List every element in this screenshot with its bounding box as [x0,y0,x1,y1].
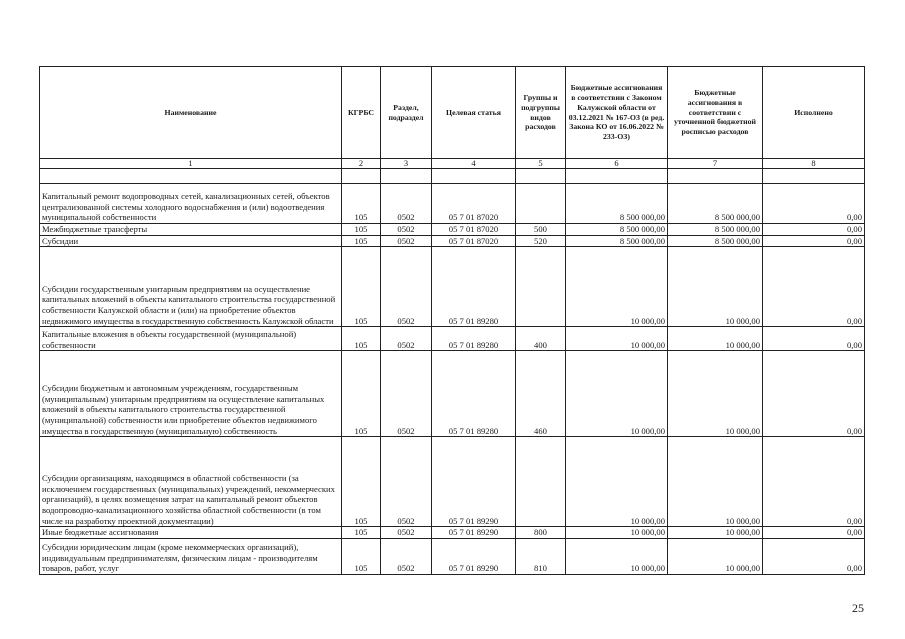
row-target: 05 7 01 87020 [432,184,516,224]
row-refined: 8 500 000,00 [668,235,763,247]
header-target: Целевая статья [432,67,516,159]
column-number-row [40,159,865,169]
header-name: Наименование [40,67,342,159]
header-groups: Группы и подгруппы видов расходов [516,67,566,159]
row-refined: 10 000,00 [668,247,763,327]
row-name: Субсидии организациям, находящимся в областной собственности (за исключением государственных (муниципальных) учреждений, некоммерческих организаций), в целях возмещения затрат на капитальный ремонт объектов водопроводно-канализационного хозяйства областной собственности (в том числе на разработку проектной документации) [40,437,342,527]
row-executed: 0,00 [763,351,865,437]
row-name: Субсидии государственным унитарным предприятиям на осуществление капитальных вложений в объекты капитального строительства государственной собственности Калужской области и (или) на приобретение объектов недвижимого имущества в государственную собственность Калужской области [40,247,342,327]
row-group: 810 [516,539,566,575]
table-body [40,169,865,575]
table-row [40,247,865,327]
row-refined: 10 000,00 [668,351,763,437]
row-section: 0502 [381,327,432,351]
row-executed: 0,00 [763,247,865,327]
row-group: 800 [516,527,566,539]
row-group [516,437,566,527]
table-row [40,184,865,224]
row-approved: 8 500 000,00 [566,235,668,247]
row-section: 0502 [381,224,432,236]
row-executed: 0,00 [763,527,865,539]
row-kgrbs: 105 [342,351,381,437]
header-kgrbs: КГРБС [342,67,381,159]
budget-table [39,66,865,575]
table-row [40,351,865,437]
row-group [516,247,566,327]
table-row [40,437,865,527]
row-approved: 10 000,00 [566,437,668,527]
row-kgrbs: 105 [342,235,381,247]
row-name: Иные бюджетные ассигнования [40,527,342,539]
row-section: 0502 [381,184,432,224]
row-refined: 10 000,00 [668,327,763,351]
row-refined: 8 500 000,00 [668,184,763,224]
row-name: Межбюджетные трансферты [40,224,342,236]
row-kgrbs: 105 [342,437,381,527]
row-kgrbs: 105 [342,184,381,224]
column-number: 6 [566,159,668,169]
row-section: 0502 [381,247,432,327]
row-name: Капитальный ремонт водопроводных сетей, канализационных сетей, объектов централизованной системы холодного водоснабжения и (или) водоотведения муниципальной собственности [40,184,342,224]
row-approved: 10 000,00 [566,247,668,327]
row-approved: 8 500 000,00 [566,184,668,224]
header-refined: Бюджетные ассигнования в соответствии с уточненной бюджетной росписью расходов [668,67,763,159]
table-header [40,67,865,169]
column-number: 2 [342,159,381,169]
row-kgrbs: 105 [342,224,381,236]
table-row [40,327,865,351]
row-section: 0502 [381,235,432,247]
row-kgrbs: 105 [342,527,381,539]
row-section: 0502 [381,539,432,575]
row-section: 0502 [381,351,432,437]
row-group: 500 [516,224,566,236]
row-approved: 8 500 000,00 [566,224,668,236]
header-approved: Бюджетные ассигнования в соответствии с Законом Калужской области от 03.12.2021 № 167-ОЗ (в ред. Закона КО от 16.06.2022 № 233-ОЗ) [566,67,668,159]
row-refined: 10 000,00 [668,527,763,539]
row-name: Субсидии юридическим лицам (кроме некоммерческих организаций), индивидуальным предпринимателям, физическим лицам - производителям товаров, работ, услуг [40,539,342,575]
row-target: 05 7 01 89290 [432,437,516,527]
row-group: 400 [516,327,566,351]
row-approved: 10 000,00 [566,539,668,575]
row-executed: 0,00 [763,224,865,236]
row-kgrbs: 105 [342,327,381,351]
column-number: 7 [668,159,763,169]
row-section: 0502 [381,527,432,539]
row-target: 05 7 01 89280 [432,351,516,437]
row-executed: 0,00 [763,184,865,224]
header-section: Раздел, подраздел [381,67,432,159]
row-refined: 10 000,00 [668,539,763,575]
row-target: 05 7 01 87020 [432,224,516,236]
row-executed: 0,00 [763,539,865,575]
row-target: 05 7 01 89290 [432,539,516,575]
row-group: 460 [516,351,566,437]
column-number: 8 [763,159,865,169]
row-section: 0502 [381,437,432,527]
table-row [40,539,865,575]
row-refined: 8 500 000,00 [668,224,763,236]
row-name: Капитальные вложения в объекты государственной (муниципальной) собственности [40,327,342,351]
row-target: 05 7 01 89280 [432,327,516,351]
column-number: 3 [381,159,432,169]
column-number: 1 [40,159,342,169]
table-row [40,224,865,236]
table-row [40,235,865,247]
row-executed: 0,00 [763,235,865,247]
column-number: 4 [432,159,516,169]
row-target: 05 7 01 87020 [432,235,516,247]
row-refined: 10 000,00 [668,437,763,527]
row-name: Субсидии [40,235,342,247]
row-group: 520 [516,235,566,247]
row-kgrbs: 105 [342,539,381,575]
column-number: 5 [516,159,566,169]
row-group [516,184,566,224]
row-executed: 0,00 [763,327,865,351]
row-approved: 10 000,00 [566,351,668,437]
header-executed: Исполнено [763,67,865,159]
row-name: Субсидии бюджетным и автономным учреждениям, государственным (муниципальным) унитарным предприятиям на осуществление капитальных вложений в объекты капитального строительства государственной (муниципальной) собственности или приобретение объектов недвижимого имущества в государственную (муниципальную) собственность [40,351,342,437]
row-target: 05 7 01 89280 [432,247,516,327]
row-approved: 10 000,00 [566,527,668,539]
table-row [40,527,865,539]
row-target: 05 7 01 89290 [432,527,516,539]
row-approved: 10 000,00 [566,327,668,351]
page-number: 25 [852,601,864,615]
row-executed: 0,00 [763,437,865,527]
spacer-row [40,169,865,184]
row-kgrbs: 105 [342,247,381,327]
